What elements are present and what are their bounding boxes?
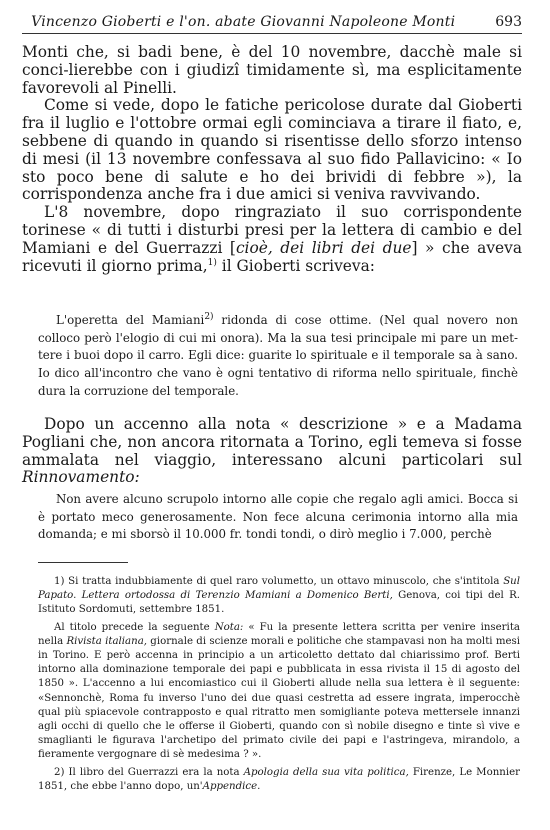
paragraph xyxy=(22,416,522,487)
block-quote-2 xyxy=(38,491,518,544)
paragraph: Come si vede, dopo le fatiche pericolose durate dal Gioberti fra il luglio e l'ottobre ormai egli cominciava a tirare il fiato, e, sebbene di quando in quando si risentisse dello sforzo intenso di mesi (il 13 novembre confessava al suo fido Pallavicino: « Io sto poco bene di salute e ho dei brividi di febbre »), la corrispondenza anche fra i due amici si veniva ravvivando. xyxy=(22,96,522,204)
text-run: ] » che aveva ricevuti il giorno prima, xyxy=(22,238,523,275)
text-run: Genova, coi tipi del R. Istituto Sordomuti, settembre 1851. xyxy=(38,590,520,616)
quote-paragraph: Non avere alcuno scrupolo intorno alle copie che regalo agli amici. Bocca si è portato meco generosamente. Non fece alcuna cerimonia intorno alla mia domanda; e mi sborsò il 10.000 fr. tondi tondi, o dirò meglio i 7.000, perchè xyxy=(38,492,518,542)
text-run: L'operetta del Mamiani xyxy=(56,313,205,327)
page-number: 693 xyxy=(495,14,522,30)
text-run: Firenze, Le Monnier 1851, che ebbe l'anno dopo, un' xyxy=(38,766,520,792)
footnote-separator xyxy=(38,562,128,563)
text-run: Dopo un accenno alla nota « descrizione » e a Madama Pogliani che, non ancora ritornata a Torino, egli temeva si fosse ammalata nel viaggio, interessano alcuni particolari sul xyxy=(22,415,522,469)
text-run: Al titolo precede la seguente xyxy=(54,621,215,633)
text-run: « Fu la presente lettera scritta per venire inserita nella xyxy=(38,621,520,647)
text-run: giornale di scienze morali e politiche che stampavasi non ha molti mesi in Torino. E però accenna in principio a un articoletto dettato dal chiarissimo prof. Berti intorno alla dominazione temporale dei papi e pubblicata in essa rivista il 15 di agosto del 1850 ». L'accenno a lui encomiastico cui il Gioberti allude nella sua lettera è il seguente: «Sennonchè, Roma fu inverso l'uno dei due quasi cestretta ad essere ingrata, imperocchè qual più spiacevole contrapposto e qual ritratto men somigliante poteva mettersele innanzi agli occhi di quello che le offerse il Gioberti, quando con sì nobile disegno e tinte sì vive e smaglianti le figurava l'archetipo del primato civile dei papi e l'astringeva, mirandolo, a fieramente vergognare di sè medesima ? ». xyxy=(38,635,521,761)
italic-text: Sul Papato. Lettera ortodossa di Terenzio Mamiani a Domenico Berti, xyxy=(38,576,520,602)
quote-paragraph xyxy=(38,312,518,401)
body-text-middle xyxy=(22,416,522,487)
footnote xyxy=(38,621,520,763)
footnotes xyxy=(38,575,520,794)
italic-text: cioè, dei libri dei due xyxy=(235,238,412,257)
italic-text: Rinnovamento: xyxy=(22,468,140,487)
paragraph xyxy=(22,204,522,275)
block-quote-1 xyxy=(38,312,518,401)
text-run: Si tratta indubbiamente di quel raro volumetto, un ottavo minuscolo, che s'intitola xyxy=(64,576,504,587)
footnote-number: 1) xyxy=(54,576,65,587)
italic-text: Rivista italiana, xyxy=(66,635,148,647)
footnote-marker: 2) xyxy=(204,312,214,323)
text-run: ridonda di cose ottime. (Nel qual novero non colloco però l'elogio di cui mi onora). Ma la sua tesi principale mi pare un met-tere i buoi dopo il carro. Egli dice: guarite lo spirituale e il temporale sa à sano. Io dico all'incontro che vano è ogni tentativo di riforma nello spirituale, finchè dura la corruzione del temporale. xyxy=(38,313,518,398)
italic-text: Appendice. xyxy=(202,780,261,792)
italic-text: Apologia della sua vita politica, xyxy=(243,766,409,778)
text-run: Il libro del Guerrazzi era la nota xyxy=(64,766,244,778)
text-run: il Gioberti scriveva: xyxy=(216,256,375,275)
text-run: L'8 novembre, dopo ringraziato il suo corrispondente torinese « di tutti i disturbi presi per la lettera di cambio e del Mamiani e del Guerrazzi [ xyxy=(22,203,522,257)
italic-text: Nota: xyxy=(214,621,244,633)
running-title: Vincenzo Gioberti e l'on. abate Giovanni Napoleone Monti xyxy=(31,14,456,30)
page-header xyxy=(22,4,522,34)
body-text-top xyxy=(22,44,522,275)
footnote-marker: 1) xyxy=(207,257,217,268)
paragraph: Monti che, si badi bene, è del 10 novembre, dacchè male si conci-lierebbe con i giudizî timidamente sì, ma esplicitamente favorevoli al Pinelli. xyxy=(22,43,522,97)
footnote xyxy=(38,575,520,618)
footnote xyxy=(38,766,520,794)
footnote-number: 2) xyxy=(54,766,65,778)
